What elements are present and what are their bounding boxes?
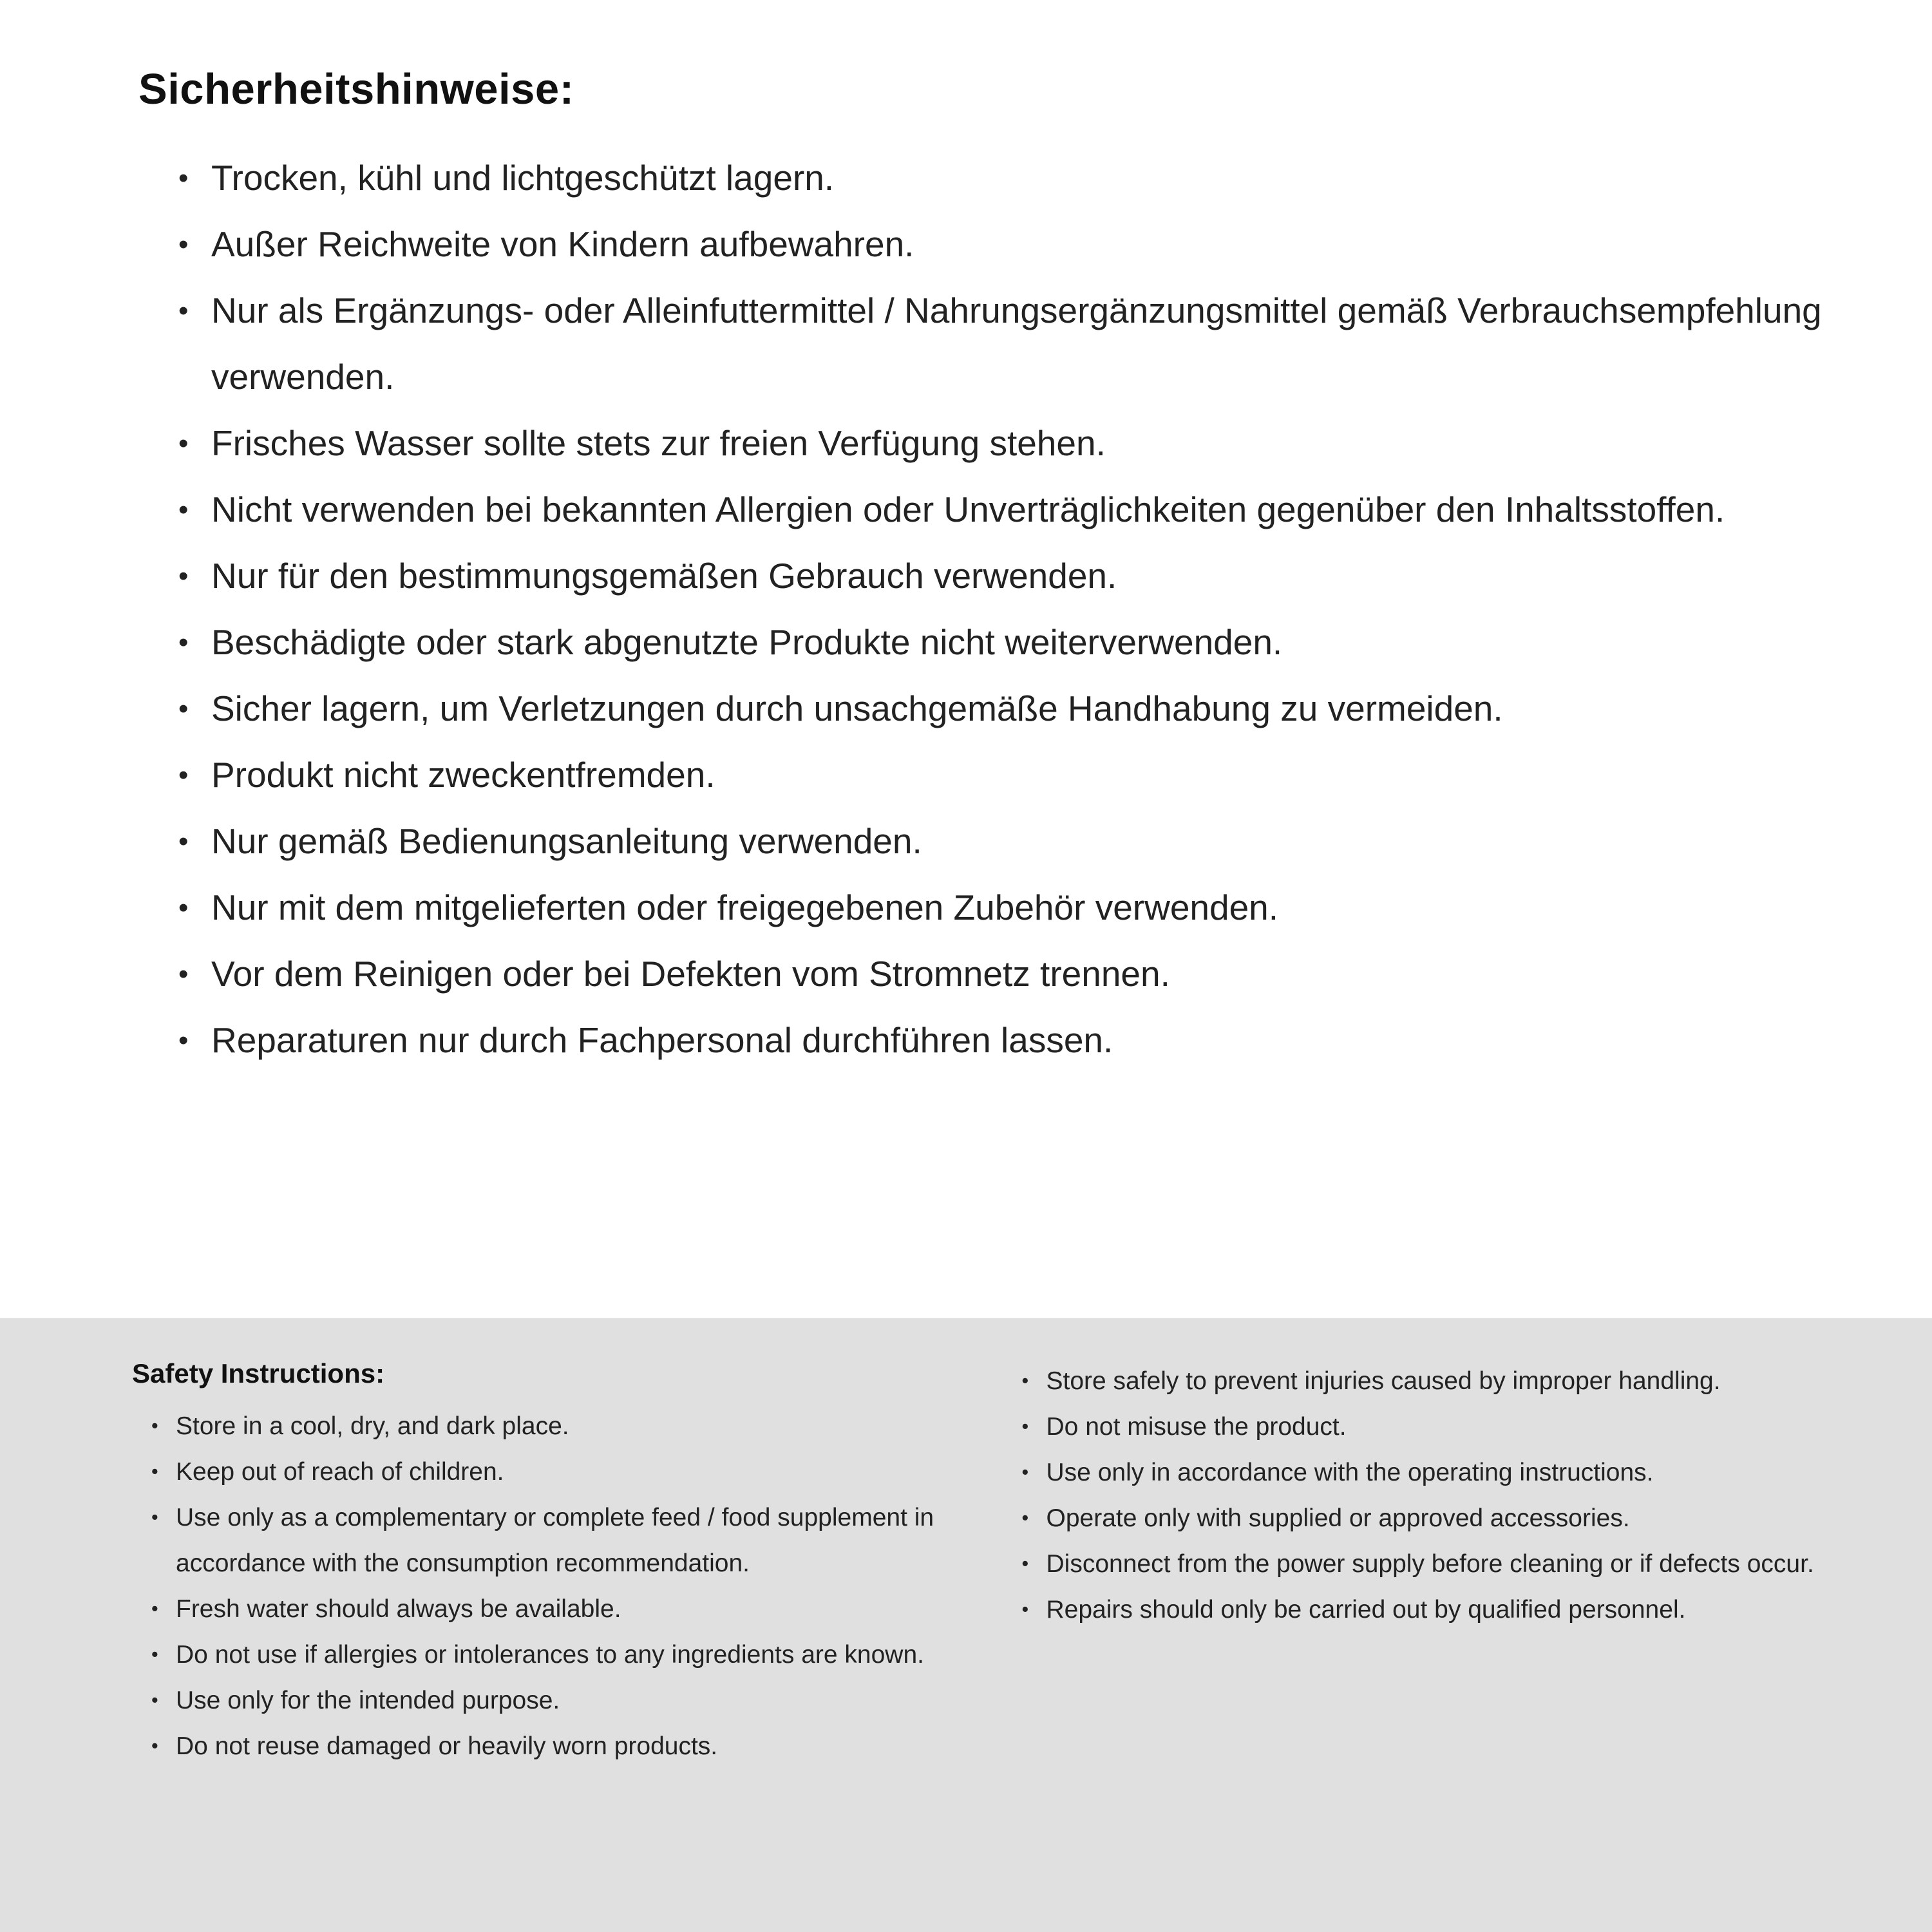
english-safety-section — [0, 1318, 1932, 1932]
list-item: • Operate only with supplied or approved accessories. — [1019, 1495, 1830, 1541]
english-safety-list-right — [1019, 1358, 1830, 1633]
list-item: • Use only as a complementary or complete feed / food supplement in accordance with the consumption recommendation. — [149, 1495, 942, 1586]
english-safety-list-left — [149, 1403, 942, 1769]
list-item: • Trocken, kühl und lichtgeschützt lagern. — [176, 145, 1835, 211]
english-section-title: Safety Instructions: — [132, 1358, 385, 1388]
list-item: • Nicht verwenden bei bekannten Allergien oder Unverträglichkeiten gegenüber den Inhaltsstoffen. — [176, 477, 1835, 543]
list-item: • Nur für den bestimmungsgemäßen Gebrauch verwenden. — [176, 543, 1835, 609]
german-safety-list — [176, 145, 1835, 1074]
list-item: • Sicher lagern, um Verletzungen durch unsachgemäße Handhabung zu vermeiden. — [176, 676, 1835, 742]
list-item: • Vor dem Reinigen oder bei Defekten vom Stromnetz trennen. — [176, 941, 1835, 1007]
list-item: • Repairs should only be carried out by qualified personnel. — [1019, 1587, 1830, 1633]
list-item: • Nur mit dem mitgelieferten oder freigegebenen Zubehör verwenden. — [176, 875, 1835, 941]
list-item: • Frisches Wasser sollte stets zur freien Verfügung stehen. — [176, 410, 1835, 477]
list-item: • Use only in accordance with the operating instructions. — [1019, 1450, 1830, 1495]
list-item: • Do not use if allergies or intolerances to any ingredients are known. — [149, 1632, 942, 1678]
german-section-title: Sicherheitshinweise: — [138, 65, 574, 113]
english-right-column — [1019, 1358, 1830, 1932]
list-item: • Store safely to prevent injuries caused by improper handling. — [1019, 1358, 1830, 1404]
list-item: • Nur als Ergänzungs- oder Alleinfuttermittel / Nahrungsergänzungsmittel gemäß Verbrauchsempfehlung verwenden. — [176, 278, 1835, 410]
list-item: • Keep out of reach of children. — [149, 1449, 942, 1495]
list-item: • Außer Reichweite von Kindern aufbewahren. — [176, 211, 1835, 278]
list-item: • Do not misuse the product. — [1019, 1404, 1830, 1450]
list-item: • Disconnect from the power supply before cleaning or if defects occur. — [1019, 1541, 1830, 1587]
list-item: • Nur gemäß Bedienungsanleitung verwenden. — [176, 808, 1835, 875]
list-item: • Use only for the intended purpose. — [149, 1678, 942, 1723]
english-left-column — [132, 1358, 942, 1932]
list-item: • Reparaturen nur durch Fachpersonal durchführen lassen. — [176, 1007, 1835, 1074]
list-item: • Beschädigte oder stark abgenutzte Produkte nicht weiterverwenden. — [176, 609, 1835, 676]
list-item: • Fresh water should always be available. — [149, 1586, 942, 1632]
list-item: • Do not reuse damaged or heavily worn products. — [149, 1723, 942, 1769]
list-item: • Store in a cool, dry, and dark place. — [149, 1403, 942, 1449]
list-item: • Produkt nicht zweckentfremden. — [176, 742, 1835, 808]
